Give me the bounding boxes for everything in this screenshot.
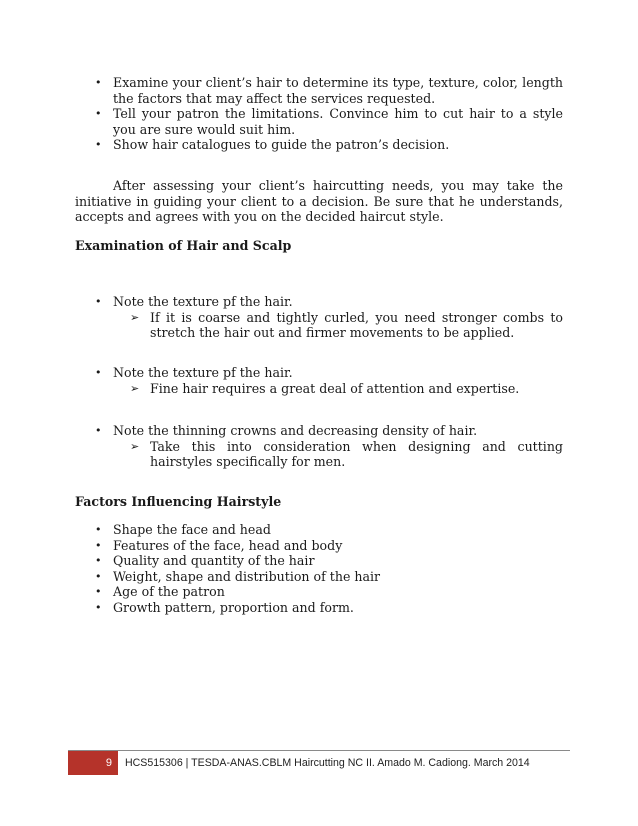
page-number: 9 [105,757,112,769]
top-bullet-list [75,75,563,153]
examination-block-3 [75,423,563,470]
sub-item-text: If it is coarse and tightly curled, you need stronger combs to stretch the hair out and firmer movements to be applied. [150,309,563,341]
list-item: • Note the texture pf the hair. [75,294,563,310]
list-item: • Note the texture pf the hair. [75,365,563,381]
list-item: • Note the thinning crowns and decreasing density of hair. [75,423,563,439]
sub-item [113,381,563,397]
factors-bullet-list [75,522,563,616]
bullet-list [75,365,563,381]
list-item: • Growth pattern, proportion and form. [75,600,563,616]
examination-block-1 [75,294,563,341]
list-item: • Features of the face, head and body [75,538,563,554]
arrow-bullet-icon: ➢ [130,381,140,395]
footer-rule [68,750,570,751]
footer-text: HCS515306 | TESDA-ANAS.CBLM Haircutting NC II. Amado M. Cadiong. March 2014 [125,757,530,769]
list-item: • Examine your client’s hair to determine its type, texture, color, length the factors that may affect the services requested. [75,75,563,106]
list-item: • Tell your patron the limitations. Convince him to cut hair to a style you are sure would suit him. [75,106,563,137]
arrow-bullet-icon: ➢ [130,439,140,453]
list-item: • Weight, shape and distribution of the hair [75,569,563,585]
sub-item-text: Fine hair requires a great deal of attention and expertise. [150,380,520,396]
list-item: • Age of the patron [75,584,563,600]
sub-item [113,439,563,470]
list-item: • Shape the face and head [75,522,563,538]
list-item: • Show hair catalogues to guide the patron’s decision. [75,137,563,153]
intro-paragraph: After assessing your client’s haircutting needs, you may take the initiative in guiding your client to a decision. Be sure that he understands, accepts and agrees with you on the decided haircut style. [75,178,563,225]
examination-block-2 [75,365,563,396]
bullet-list [75,423,563,439]
list-item: • Quality and quantity of the hair [75,553,563,569]
section-heading-factors: Factors Influencing Hairstyle [75,494,282,509]
section-heading-examination: Examination of Hair and Scalp [75,238,292,253]
bullet-list [75,294,563,310]
sub-item [113,310,563,341]
arrow-bullet-icon: ➢ [130,310,140,324]
sub-item-text: Take this into consideration when designing and cutting hairstyles specifically for men. [150,438,563,470]
